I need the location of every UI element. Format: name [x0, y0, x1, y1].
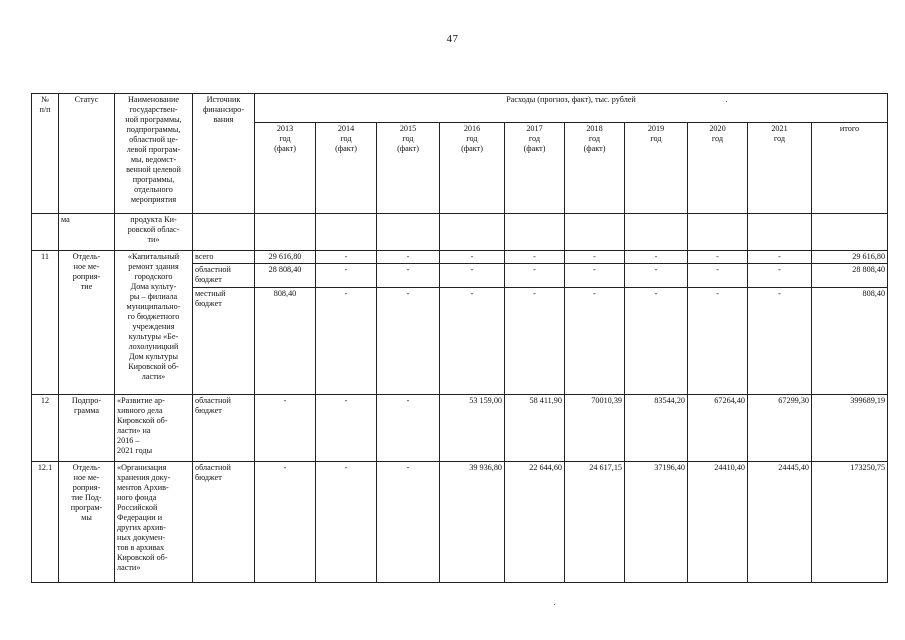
cell-value: -	[565, 264, 625, 288]
cell-value: -	[505, 264, 565, 288]
cell-total: 399689,19	[812, 395, 888, 462]
cell-value: -	[316, 462, 377, 583]
table-row	[32, 462, 888, 583]
cell-total: 173250,75	[812, 462, 888, 583]
cell-value: -	[377, 288, 440, 395]
cell-value: 83544,20	[625, 395, 688, 462]
header-num: № п/п	[32, 94, 59, 214]
cell-name: «Развитие ар- хивного дела Кировской об- ласти» на 2016 – 2021 годы	[115, 395, 193, 462]
header-row	[32, 94, 888, 123]
budget-table	[31, 93, 888, 583]
cell-total: 29 616,80	[812, 251, 888, 264]
cell-value: -	[255, 395, 316, 462]
cell-value	[688, 214, 748, 251]
cell-value	[377, 214, 440, 251]
scan-speck	[554, 604, 555, 605]
cell-value: 24445,40	[748, 462, 812, 583]
cell-source: всего	[193, 251, 255, 264]
cell-value: -	[316, 251, 377, 264]
cell-value: -	[748, 251, 812, 264]
cell-value: -	[440, 288, 505, 395]
header-year-cell: 2021 год	[748, 123, 812, 214]
header-status: Статус	[59, 94, 115, 214]
cell-value: -	[688, 251, 748, 264]
cell-value: 808,40	[255, 288, 316, 395]
cell-value: 28 808,40	[255, 264, 316, 288]
cell-value: 70010,39	[565, 395, 625, 462]
header-year-cell: 2017 год (факт)	[505, 123, 565, 214]
cell-status: Отдель- ное ме- роприя- тие Под- програм- мы	[59, 462, 115, 583]
cell-source: областной бюджет	[193, 264, 255, 288]
table-row	[32, 214, 888, 251]
header-expenses: Расходы (прогноз, факт), тыс. рублей	[255, 94, 888, 123]
cell-value: -	[565, 251, 625, 264]
cell-value: 37196,40	[625, 462, 688, 583]
cell-num	[32, 214, 59, 251]
cell-value: -	[316, 288, 377, 395]
table-row	[32, 395, 888, 462]
cell-value: -	[377, 395, 440, 462]
cell-value: -	[255, 462, 316, 583]
cell-value: -	[748, 264, 812, 288]
cell-value: -	[688, 288, 748, 395]
cell-status: Подпро- грамма	[59, 395, 115, 462]
cell-value: -	[316, 395, 377, 462]
cell-num: 12	[32, 395, 59, 462]
cell-value: 24410,40	[688, 462, 748, 583]
cell-value: -	[316, 264, 377, 288]
cell-value	[440, 214, 505, 251]
cell-value: -	[377, 251, 440, 264]
cell-value: -	[565, 288, 625, 395]
cell-value: 24 617,15	[565, 462, 625, 583]
cell-value	[505, 214, 565, 251]
cell-value	[255, 214, 316, 251]
cell-status: Отдель- ное ме- роприя- тие	[59, 251, 115, 395]
cell-value: 53 159,00	[440, 395, 505, 462]
cell-value	[748, 214, 812, 251]
header-year-cell: 2014 год (факт)	[316, 123, 377, 214]
cell-total	[812, 214, 888, 251]
scan-speck	[726, 101, 727, 102]
cell-num: 11	[32, 251, 59, 395]
header-source: Источник финансиро- вания	[193, 94, 255, 214]
header-year-cell: 2020 год	[688, 123, 748, 214]
cell-value: 67299,30	[748, 395, 812, 462]
cell-source: местный бюджет	[193, 288, 255, 395]
cell-value	[565, 214, 625, 251]
cell-value	[316, 214, 377, 251]
cell-value: -	[748, 288, 812, 395]
cell-value	[625, 214, 688, 251]
cell-value: 22 644,60	[505, 462, 565, 583]
header-total: итого	[812, 123, 888, 214]
cell-value: -	[440, 264, 505, 288]
cell-value: -	[377, 264, 440, 288]
cell-value: 67264,40	[688, 395, 748, 462]
cell-name: продукта Ки- ровской облас- ти»	[115, 214, 193, 251]
header-year-cell: 2019 год	[625, 123, 688, 214]
cell-value: 29 616,80	[255, 251, 316, 264]
table-row	[32, 251, 888, 264]
header-year-cell: 2018 год (факт)	[565, 123, 625, 214]
cell-value: -	[625, 264, 688, 288]
cell-total: 808,40	[812, 288, 888, 395]
header-name: Наименование государствен- ной программы, подпрограммы, областной це- левой програм- мы, ведомст- венной целевой программы, отдельного мероприятия	[115, 94, 193, 214]
cell-total: 28 808,40	[812, 264, 888, 288]
cell-value: 58 411,90	[505, 395, 565, 462]
cell-value: 39 936,80	[440, 462, 505, 583]
cell-source: областной бюджет	[193, 395, 255, 462]
cell-value: -	[688, 264, 748, 288]
cell-num: 12.1	[32, 462, 59, 583]
header-year-cell: 2016 год (факт)	[440, 123, 505, 214]
cell-name: «Организация хранения доку- ментов Архив- ного фонда Российской Федерации и других архив- ных докумен- тов в архивах Кировской об- ласти»	[115, 462, 193, 583]
cell-value: -	[377, 462, 440, 583]
cell-source: областной бюджет	[193, 462, 255, 583]
cell-value: -	[440, 251, 505, 264]
page-number: 47	[446, 33, 459, 45]
cell-name: «Капитальный ремонт здания городского Дома культу- ры – филиала муниципально- го бюджетного учреждения культуры «Бе- лохолуницкий Дом культуры Кировской об- ласти»	[115, 251, 193, 395]
cell-status: ма	[59, 214, 115, 251]
cell-value: -	[505, 251, 565, 264]
cell-source	[193, 214, 255, 251]
header-year-cell: 2013 год (факт)	[255, 123, 316, 214]
cell-value: -	[505, 288, 565, 395]
header-year-cell: 2015 год (факт)	[377, 123, 440, 214]
cell-value: -	[625, 288, 688, 395]
cell-value: -	[625, 251, 688, 264]
